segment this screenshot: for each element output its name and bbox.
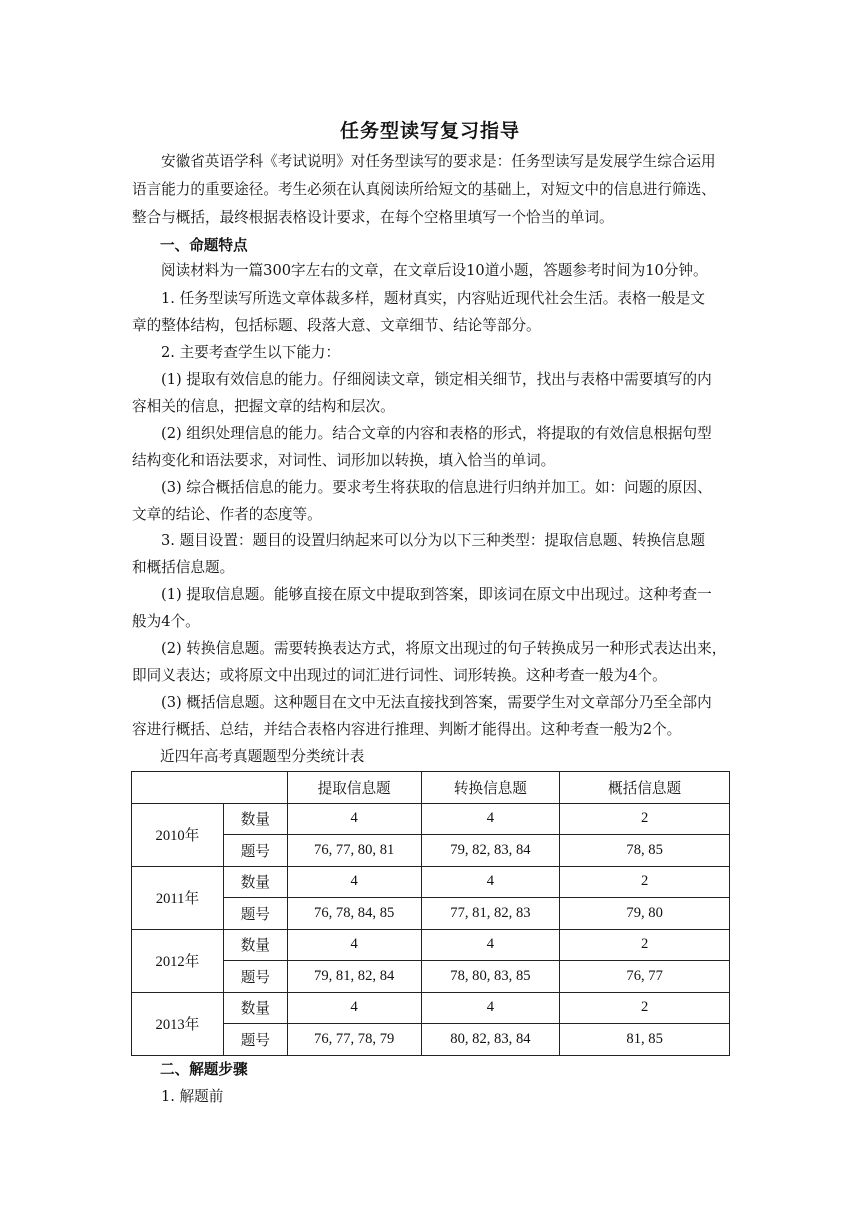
paragraph-line: 文章的结论、作者的态度等。 — [132, 506, 322, 523]
table-caption: 近四年高考真题题型分类统计表 — [160, 748, 365, 765]
table-header-row — [132, 772, 730, 804]
paragraph-line: (1) 提取有效信息的能力。仔细阅读文章，锁定相关细节，找出与表格中需要填写的内 — [161, 371, 712, 388]
intro-line: 安徽省英语学科《考试说明》对任务型读写的要求是：任务型读写是发展学生综合运用 — [161, 153, 716, 170]
table-row — [132, 866, 730, 898]
paragraph-line: 容进行概括、总结，并结合表格内容进行推理、判断才能得出。这种考查一般为2个。 — [132, 721, 682, 738]
year-cell: 2013年 — [132, 992, 224, 1055]
table-cell: 4 — [421, 866, 560, 898]
year-cell: 2011年 — [132, 866, 224, 929]
table-cell: 2 — [560, 866, 730, 898]
paragraph-line: 即同义表达；或将原文中出现过的词汇进行词性、词形转换。这种考查一般为4个。 — [132, 667, 667, 684]
table-cell: 77, 81, 82, 83 — [421, 898, 560, 930]
row-label-cell: 数量 — [223, 992, 287, 1024]
table-cell: 4 — [421, 929, 560, 961]
paragraph-line: 1. 解题前 — [161, 1088, 224, 1105]
row-label-cell: 数量 — [223, 803, 287, 835]
table-header-cell: 概括信息题 — [560, 772, 730, 804]
year-cell: 2012年 — [132, 929, 224, 992]
table-cell: 2 — [560, 929, 730, 961]
table-cell: 79, 82, 83, 84 — [421, 835, 560, 867]
stats-table — [131, 771, 730, 1056]
row-label-cell: 题号 — [223, 961, 287, 993]
table-row — [132, 803, 730, 835]
table-cell: 2 — [560, 803, 730, 835]
table-cell: 4 — [287, 866, 421, 898]
table-row — [132, 929, 730, 961]
table-header-cell: 提取信息题 — [287, 772, 421, 804]
table-header-cell: 转换信息题 — [421, 772, 560, 804]
table-cell: 78, 85 — [560, 835, 730, 867]
intro-line: 语言能力的重要途径。考生必须在认真阅读所给短文的基础上，对短文中的信息进行筛选、 — [132, 181, 716, 198]
table-cell: 76, 77 — [560, 961, 730, 993]
table-cell: 76, 77, 80, 81 — [287, 835, 421, 867]
paragraph-line: 和概括信息题。 — [132, 559, 235, 576]
paragraph-line: 3. 题目设置：题目的设置归纳起来可以分为以下三种类型：提取信息题、转换信息题 — [161, 532, 705, 549]
paragraph-line: 1. 任务型读写所选文章体裁多样，题材真实，内容贴近现代社会生活。表格一般是文 — [161, 290, 705, 307]
year-cell: 2010年 — [132, 803, 224, 866]
table-row — [132, 992, 730, 1024]
row-label-cell: 题号 — [223, 835, 287, 867]
table-cell: 76, 77, 78, 79 — [287, 1024, 421, 1056]
table-cell: 4 — [287, 992, 421, 1024]
table-cell: 79, 81, 82, 84 — [287, 961, 421, 993]
page-title: 任务型读写复习指导 — [339, 120, 520, 142]
table-cell: 4 — [287, 803, 421, 835]
section-heading: 一、命题特点 — [160, 237, 248, 254]
table-cell: 4 — [421, 803, 560, 835]
section-heading: 二、解题步骤 — [160, 1061, 248, 1078]
paragraph-line: 章的整体结构，包括标题、段落大意、文章细节、结论等部分。 — [132, 317, 541, 334]
paragraph-line: (2) 组织处理信息的能力。结合文章的内容和表格的形式，将提取的有效信息根据句型 — [161, 425, 712, 442]
paragraph-line: (3) 概括信息题。这种题目在文中无法直接找到答案，需要学生对文章部分乃至全部内 — [161, 694, 712, 711]
paragraph-line: 容相关的信息，把握文章的结构和层次。 — [132, 398, 395, 415]
paragraph-line: 般为4个。 — [132, 613, 200, 630]
row-label-cell: 题号 — [223, 898, 287, 930]
table-cell: 80, 82, 83, 84 — [421, 1024, 560, 1056]
paragraph-line: (1) 提取信息题。能够直接在原文中提取到答案，即该词在原文中出现过。这种考查一 — [161, 586, 712, 603]
table-cell: 81, 85 — [560, 1024, 730, 1056]
paragraph-line: (3) 综合概括信息的能力。要求考生将获取的信息进行归纳并加工。如：问题的原因、 — [161, 479, 712, 496]
table-cell: 76, 78, 84, 85 — [287, 898, 421, 930]
paragraph-line: 2. 主要考查学生以下能力： — [161, 344, 341, 361]
table-cell: 78, 80, 83, 85 — [421, 961, 560, 993]
intro-line: 整合与概括，最终根据表格设计要求，在每个空格里填写一个恰当的单词。 — [132, 209, 614, 226]
table-cell: 4 — [421, 992, 560, 1024]
row-label-cell: 数量 — [223, 866, 287, 898]
paragraph-line: 阅读材料为一篇300字左右的文章，在文章后设10道小题，答题参考时间为10分钟。 — [161, 262, 708, 279]
row-label-cell: 题号 — [223, 1024, 287, 1056]
table-corner-cell — [132, 772, 288, 804]
table-cell: 4 — [287, 929, 421, 961]
row-label-cell: 数量 — [223, 929, 287, 961]
paragraph-line: (2) 转换信息题。需要转换表达方式，将原文出现过的句子转换成另一种形式表达出来， — [161, 640, 727, 657]
table-cell: 79, 80 — [560, 898, 730, 930]
paragraph-line: 结构变化和语法要求，对词性、词形加以转换，填入恰当的单词。 — [132, 452, 556, 469]
table-cell: 2 — [560, 992, 730, 1024]
